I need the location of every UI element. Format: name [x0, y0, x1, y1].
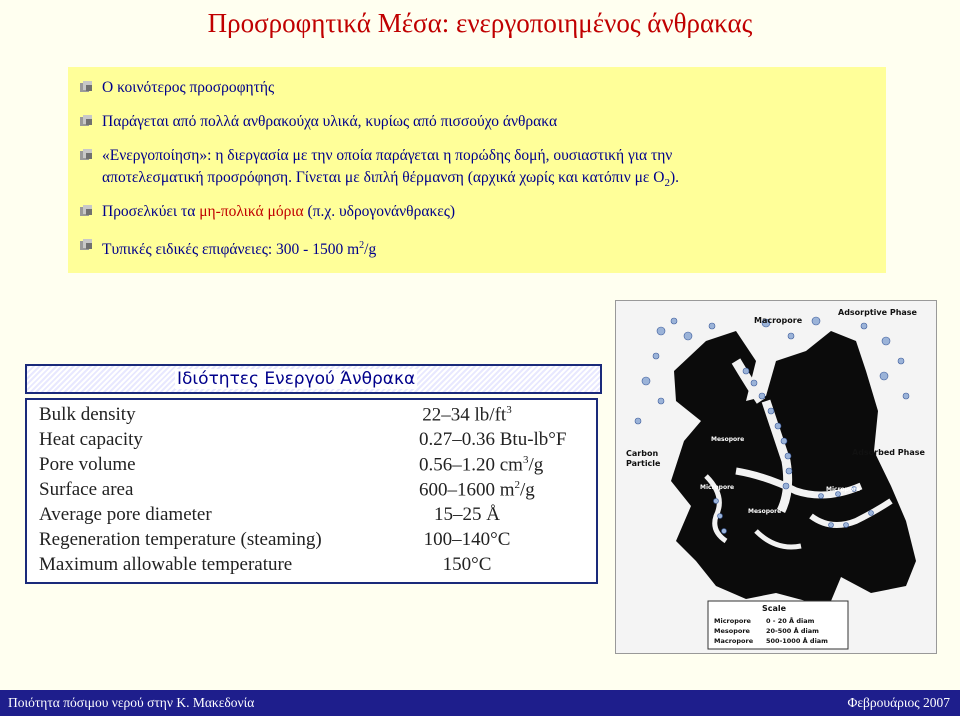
properties-table	[25, 364, 602, 585]
label-mesopore-mid: Mesopore	[748, 508, 782, 515]
bullet-icon	[80, 239, 94, 251]
label-adsorbed-phase: Adsorbed Phase	[852, 448, 925, 457]
label-carbon-1: Carbon	[626, 449, 659, 458]
table-row: Maximum allowable temperature 150°C	[39, 554, 492, 575]
label-mesopore-top: Mesopore	[711, 436, 745, 443]
svg-text:Macropore: Macropore	[714, 637, 754, 645]
bullet-icon	[80, 149, 94, 161]
label-adsorptive-phase: Adsorptive Phase	[838, 308, 917, 317]
bullet-icon	[80, 115, 94, 127]
table-row: Bulk density 22–34 $lb/ft^3$	[39, 404, 512, 426]
label-micropore-right: Micropore	[826, 486, 861, 493]
footer-bar	[0, 690, 960, 716]
svg-text:Mesopore: Mesopore	[714, 627, 750, 635]
table-heading-bar	[25, 364, 602, 394]
table-row: Surface area 600–1600 $m^2/g$	[39, 479, 535, 501]
svg-text:20-500 Å diam: 20-500 Å diam	[766, 627, 819, 635]
bullet-item-continuation: αποτελεσματική προσρόφηση. Γίνεται με διπλή θέρμανση (αρχικά χωρίς και κατόπιν με $O_2$).	[102, 169, 680, 190]
label-macropore: Macropore	[754, 316, 803, 325]
table-row: Average pore diameter 15–25 Å	[39, 504, 500, 525]
label-micropore-left: Micropore	[700, 484, 735, 491]
label-carbon-2: Particle	[626, 459, 661, 468]
bullet-item: Ο κοινότερος προσροφητής	[80, 77, 876, 99]
table-body	[25, 398, 598, 584]
bullet-item: Παράγεται από πολλά ανθρακούχα υλικά, κυρίως από πισσούχο άνθρακα	[80, 111, 876, 133]
svg-text:0 - 20 Å diam: 0 - 20 Å diam	[766, 617, 815, 625]
bullet-icon	[80, 81, 94, 93]
table-row: Pore volume 0.56–1.20 $cm^3/g$	[39, 454, 544, 476]
bullet-icon	[80, 205, 94, 217]
svg-text:500-1000 Å diam: 500-1000 Å diam	[766, 637, 828, 645]
scale-title: Scale	[762, 604, 787, 613]
table-heading: Ιδιότητες Ενεργού Άνθρακα	[177, 369, 416, 389]
table-row: Heat capacity 0.27–0.36 Btu-lb°F	[39, 429, 567, 450]
pore-structure-illustration	[616, 301, 936, 653]
bullet-item: Τυπικές ειδικές επιφάνειες: 300 - 1500 $m^2/g$	[80, 235, 876, 261]
table-row: Regeneration temperature (steaming) 100–140°C	[39, 529, 511, 550]
bullet-box	[68, 67, 886, 273]
bullet-item: «Ενεργοποίηση»: η διεργασία με την οποία παράγεται η πορώδης δομή, ουσιαστική για την	[80, 145, 876, 167]
svg-text:Micropore: Micropore	[714, 617, 751, 625]
footer-right: Φεβρουάριος 2007	[847, 695, 950, 710]
activated-carbon-pore-diagram	[615, 300, 937, 654]
bullet-item: Προσελκύει τα μη-πολικά μόρια (π.χ. υδρογονάνθρακες)	[80, 201, 876, 223]
highlight-text: μη-πολικά μόρια	[199, 203, 304, 221]
slide-title: Προσροφητικά Μέσα: ενεργοποιημένος άνθρακας	[207, 8, 753, 38]
footer-left: Ποιότητα πόσιμου νερού στην Κ. Μακεδονία	[8, 695, 255, 710]
